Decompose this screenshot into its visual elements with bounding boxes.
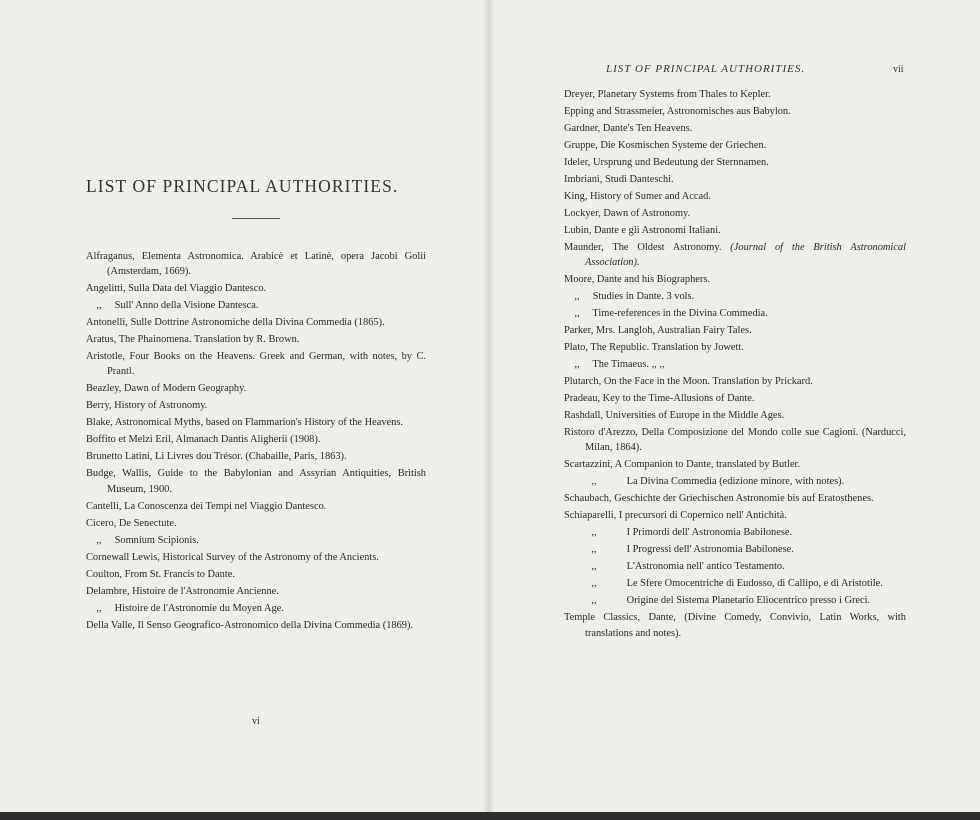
authority-entry bbox=[86, 298, 426, 313]
authority-entry bbox=[86, 449, 426, 464]
authority-entry bbox=[86, 601, 426, 616]
authority-entry bbox=[564, 425, 906, 455]
ditto-mark: ,, bbox=[591, 544, 597, 556]
entry-text: Somnium Scipionis. bbox=[112, 534, 199, 546]
entry-text: Antonelli, Sulle Dottrine Astronomiche della Divina Commedia (1865). bbox=[86, 317, 385, 329]
authority-entry bbox=[564, 87, 906, 102]
authority-entry bbox=[564, 306, 906, 321]
authority-entry bbox=[564, 391, 906, 406]
ditto-mark: ,, bbox=[591, 578, 597, 590]
right-authorities-list bbox=[564, 87, 906, 643]
ditto-mark: ,, bbox=[574, 308, 580, 320]
authority-entry bbox=[86, 349, 426, 379]
entry-text: Imbriani, Studi Danteschi. bbox=[564, 174, 674, 185]
entry-text: I Primordi dell' Astronomia Babilonese. bbox=[624, 527, 793, 539]
authority-entry bbox=[564, 474, 906, 489]
ditto-mark: ,, bbox=[96, 602, 102, 614]
entry-text: Cantelli, La Conoscenza dei Tempi nel Viaggio Dantesco. bbox=[86, 500, 327, 512]
entry-text: Parker, Mrs. Langloh, Australian Fairy Tales. bbox=[564, 325, 752, 337]
entry-text: The Timaeus. ,, ,, bbox=[590, 359, 665, 371]
authority-entry bbox=[86, 584, 426, 599]
authority-entry bbox=[564, 206, 906, 221]
entry-text: Alfraganus, Elementa Astronomica. Arabicè et Latinè, opera Jacobi Golii (Amsterdam, 1669). bbox=[86, 251, 426, 278]
authority-entry bbox=[564, 223, 906, 238]
entry-text: Schiaparelli, I precursori di Copernico nell' Antichità. bbox=[564, 510, 787, 522]
ditto-mark: ,, bbox=[96, 300, 102, 312]
book-gutter bbox=[484, 0, 494, 812]
entry-text: Ristoro d'Arezzo, Della Composizione del Mondo colle sue Cagioni. (Narducci, Milan, 1864). bbox=[564, 427, 906, 454]
authority-entry bbox=[86, 315, 426, 330]
ditto-mark: ,, bbox=[591, 595, 597, 607]
authority-entry bbox=[564, 576, 906, 591]
authority-entry bbox=[86, 415, 426, 430]
authority-entry bbox=[564, 121, 906, 136]
entry-text: Gardner, Dante's Ten Heavens. bbox=[564, 123, 693, 134]
entry-text: Dreyer, Planetary Systems from Thales to Kepler. bbox=[564, 89, 771, 100]
folio-vii: vii bbox=[893, 64, 904, 75]
entry-text: King, History of Sumer and Accad. bbox=[564, 191, 711, 202]
authority-entry bbox=[86, 550, 426, 565]
authority-entry bbox=[86, 516, 426, 531]
authority-entry bbox=[86, 281, 426, 296]
entry-text: L'Astronomia nell' antico Testamento. bbox=[624, 561, 785, 573]
authority-entry bbox=[86, 332, 426, 347]
entry-text: Studies in Dante. 3 vols. bbox=[590, 291, 695, 303]
ditto-mark: ,, bbox=[574, 291, 580, 303]
entry-text: Aristotle, Four Books on the Heavens. Greek and German, with notes, by C. Prantl. bbox=[86, 351, 426, 378]
authority-entry bbox=[564, 289, 906, 304]
authority-entry bbox=[564, 593, 906, 608]
entry-italic-note: (Journal of the British Astronomical Association). bbox=[585, 242, 906, 269]
entry-text: Le Sfere Omocentriche di Eudosso, di Callipo, e di Aristotile. bbox=[624, 578, 883, 590]
authority-entry bbox=[564, 172, 906, 187]
entry-text: Pradeau, Key to the Time-Allusions of Dante. bbox=[564, 393, 755, 405]
entry-text: Berry, History of Astronomy. bbox=[86, 400, 208, 412]
authority-entry bbox=[564, 155, 906, 170]
authority-entry bbox=[564, 240, 906, 270]
authority-entry bbox=[564, 104, 906, 119]
authority-entry bbox=[86, 381, 426, 396]
authority-entry bbox=[564, 610, 906, 640]
entry-text: Histoire de l'Astronomie du Moyen Age. bbox=[112, 602, 284, 614]
entry-text: Plutarch, On the Face in the Moon. Translation by Prickard. bbox=[564, 376, 813, 388]
bottom-edge bbox=[0, 812, 980, 820]
running-head: LIST OF PRINCIPAL AUTHORITIES. bbox=[606, 63, 806, 75]
entry-text: Boffito et Melzi Eril, Almanach Dantis Aligherii (1908). bbox=[86, 434, 321, 446]
authority-entry bbox=[564, 408, 906, 423]
authority-entry bbox=[564, 542, 906, 557]
entry-text: La Divina Commedia (edizione minore, with notes). bbox=[624, 476, 845, 488]
entry-text: Budge, Wallis, Guide to the Babylonian and Assyrian Antiquities, British Museum, 1900. bbox=[86, 468, 426, 495]
entry-text: Beazley, Dawn of Modern Geography. bbox=[86, 383, 247, 395]
authority-entry bbox=[86, 249, 426, 279]
entry-text: Maunder, The Oldest Astronomy. bbox=[564, 242, 722, 253]
entry-text: Brunetto Latini, Li Livres dou Trésor. (Chabaille, Paris, 1863). bbox=[86, 451, 347, 463]
authority-entry bbox=[86, 567, 426, 582]
entry-text: Cicero, De Senectute. bbox=[86, 517, 177, 529]
ditto-mark: ,, bbox=[574, 359, 580, 371]
ditto-mark: ,, bbox=[591, 527, 597, 539]
authority-entry bbox=[86, 618, 426, 633]
authority-entry bbox=[564, 323, 906, 338]
entry-text: Ideler, Ursprung und Bedeutung der Sternnamen. bbox=[564, 157, 769, 168]
authority-entry bbox=[564, 374, 906, 389]
authority-entry bbox=[564, 357, 906, 372]
entry-text: Lockyer, Dawn of Astronomy. bbox=[564, 208, 691, 219]
authority-entry bbox=[564, 559, 906, 574]
page-title: LIST OF PRINCIPAL AUTHORITIES. bbox=[86, 176, 399, 196]
authority-entry bbox=[564, 525, 906, 540]
left-page bbox=[0, 0, 488, 812]
entry-text: I Progressi dell' Astronomia Babilonese. bbox=[624, 544, 794, 556]
entry-text: Rashdall, Universities of Europe in the Middle Ages. bbox=[564, 410, 785, 422]
ditto-mark: ,, bbox=[591, 561, 597, 573]
entry-text: Sull' Anno della Visione Dantesca. bbox=[112, 300, 259, 312]
entry-text: Time-references in the Divina Commedia. bbox=[590, 308, 768, 320]
entry-text: Coulton, From St. Francis to Dante. bbox=[86, 568, 235, 580]
authority-entry bbox=[86, 499, 426, 514]
authority-entry bbox=[86, 432, 426, 447]
authority-entry bbox=[564, 508, 906, 523]
authority-entry bbox=[564, 189, 906, 204]
entry-text: Schaubach, Geschichte der Griechischen Astronomie bis auf Eratosthenes. bbox=[564, 493, 874, 505]
entry-text: Origine del Sistema Planetario Eliocentrico presso i Greci. bbox=[624, 595, 871, 607]
entry-text: Scartazzini, A Companion to Dante, translated by Butler. bbox=[564, 459, 801, 471]
authority-entry bbox=[86, 466, 426, 496]
entry-text: Temple Classics, Dante, (Divine Comedy, Convivio, Latin Works, with translations and notes). bbox=[564, 612, 906, 639]
entry-text: Lubin, Dante e gli Astronomi Italiani. bbox=[564, 225, 721, 236]
left-authorities-list bbox=[86, 249, 426, 635]
title-rule bbox=[232, 218, 280, 219]
authority-entry bbox=[564, 272, 906, 287]
entry-text: Plato, The Republic. Translation by Jowett. bbox=[564, 342, 744, 354]
entry-text: Blake, Astronomical Myths, based on Flammarion's History of the Heavens. bbox=[86, 417, 404, 429]
entry-text: Cornewall Lewis, Historical Survey of the Astronomy of the Ancients. bbox=[86, 551, 379, 563]
ditto-mark: ,, bbox=[591, 476, 597, 488]
entry-text: Epping and Strassmeier, Astronomisches aus Babylon. bbox=[564, 106, 791, 117]
entry-text: Angelitti, Sulla Data del Viaggio Dantesco. bbox=[86, 283, 267, 295]
authority-entry bbox=[86, 398, 426, 413]
authority-entry bbox=[564, 457, 906, 472]
entry-text: Delambre, Histoire de l'Astronomie Ancienne. bbox=[86, 585, 279, 597]
authority-entry bbox=[564, 340, 906, 355]
authority-entry bbox=[564, 491, 906, 506]
authority-entry bbox=[86, 533, 426, 548]
ditto-mark: ,, bbox=[96, 534, 102, 546]
folio-vi: vi bbox=[252, 716, 260, 727]
entry-text: Aratus, The Phainomena. Translation by R. Brown. bbox=[86, 334, 300, 346]
entry-text: Gruppe, Die Kosmischen Systeme der Griechen. bbox=[564, 140, 767, 151]
authority-entry bbox=[564, 138, 906, 153]
entry-text: Della Valle, Il Senso Geografico-Astronomico della Divina Commedia (1869). bbox=[86, 619, 414, 631]
entry-text: Moore, Dante and his Biographers. bbox=[564, 274, 711, 286]
